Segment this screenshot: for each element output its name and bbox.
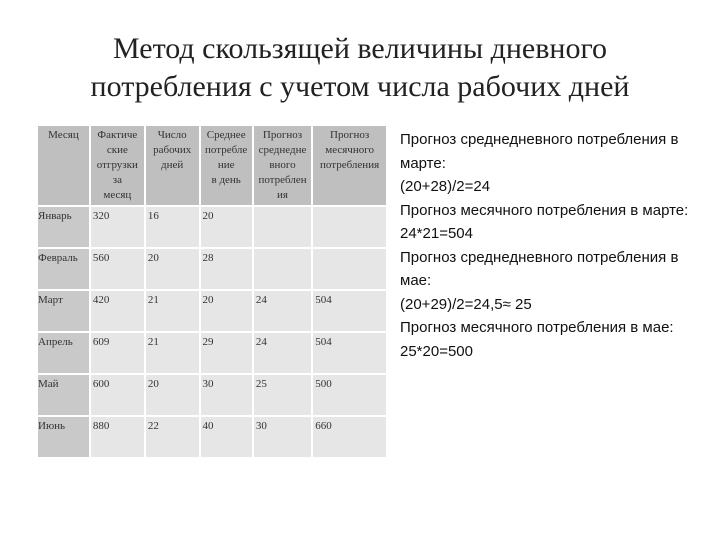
cell-forecast-daily: 24 (254, 333, 311, 373)
cell-forecast-monthly (313, 207, 386, 247)
cell-days: 20 (146, 375, 199, 415)
cell-actual: 560 (91, 249, 144, 289)
header-month: Месяц (38, 126, 89, 205)
note-may-daily-label: Прогноз среднедневного потребления в мае: (400, 248, 679, 289)
title-line-2: потребления с учетом числа рабочих дней (90, 70, 630, 103)
calculation-notes (400, 128, 700, 363)
cell-month: Январь (38, 207, 89, 247)
cell-average: 29 (201, 333, 252, 373)
cell-average: 20 (201, 291, 252, 331)
cell-actual: 609 (91, 333, 144, 373)
header-forecast-monthly: Прогноз месячного потребления (313, 126, 386, 205)
cell-average: 28 (201, 249, 252, 289)
cell-forecast-monthly: 660 (313, 417, 386, 457)
cell-forecast-monthly (313, 249, 386, 289)
table-row (38, 291, 386, 331)
cell-forecast-daily: 25 (254, 375, 311, 415)
cell-days: 21 (146, 291, 199, 331)
cell-forecast-monthly: 504 (313, 291, 386, 331)
slide-title (40, 30, 680, 106)
note-may-monthly-label: Прогноз месячного потребления в мае: (400, 319, 674, 336)
table-row (38, 207, 386, 247)
note-may-daily-formula: (20+29)/2=24,5≈ 25 (400, 295, 532, 313)
header-working-days: Число рабочих дней (146, 126, 199, 205)
cell-month: Февраль (38, 249, 89, 289)
cell-average: 40 (201, 417, 252, 457)
note-march-monthly-label: Прогноз месячного потребления в марте: (400, 201, 689, 219)
note-march-daily-formula: (20+28)/2=24 (400, 178, 491, 195)
note-may-monthly-formula: 25*20=500 (400, 342, 473, 360)
cell-days: 16 (146, 207, 199, 247)
note-march-monthly-formula: 24*21=504 (400, 225, 473, 242)
cell-month: Апрель (38, 333, 89, 373)
cell-forecast-daily: 24 (254, 291, 311, 331)
cell-forecast-monthly: 504 (313, 333, 386, 373)
table-header-row (38, 126, 386, 205)
cell-month: Май (38, 375, 89, 415)
header-actual-shipments: Фактиче ские отгрузки за месяц (91, 126, 144, 205)
cell-actual: 320 (91, 207, 144, 247)
cell-month: Март (38, 291, 89, 331)
cell-days: 21 (146, 333, 199, 373)
cell-days: 22 (146, 417, 199, 457)
cell-forecast-daily: 30 (254, 417, 311, 457)
table-row (38, 375, 386, 415)
cell-forecast-daily (254, 249, 311, 289)
header-average-daily: Среднее потребле ние в день (201, 126, 252, 205)
cell-days: 20 (146, 249, 199, 289)
cell-average: 20 (201, 207, 252, 247)
table-row (38, 249, 386, 289)
table-row (38, 333, 386, 373)
cell-month: Июнь (38, 417, 89, 457)
cell-forecast-monthly: 500 (313, 375, 386, 415)
cell-average: 30 (201, 375, 252, 415)
cell-actual: 420 (91, 291, 144, 331)
cell-actual: 880 (91, 417, 144, 457)
cell-forecast-daily (254, 207, 311, 247)
note-march-daily-label: Прогноз среднедневного потребления в марте: (400, 131, 679, 172)
cell-actual: 600 (91, 375, 144, 415)
data-table (36, 124, 388, 459)
table-row (38, 417, 386, 457)
header-forecast-daily: Прогноз среднедне вного потреблен ия (254, 126, 311, 205)
title-line-1: Метод скользящей величины дневного (112, 32, 608, 65)
